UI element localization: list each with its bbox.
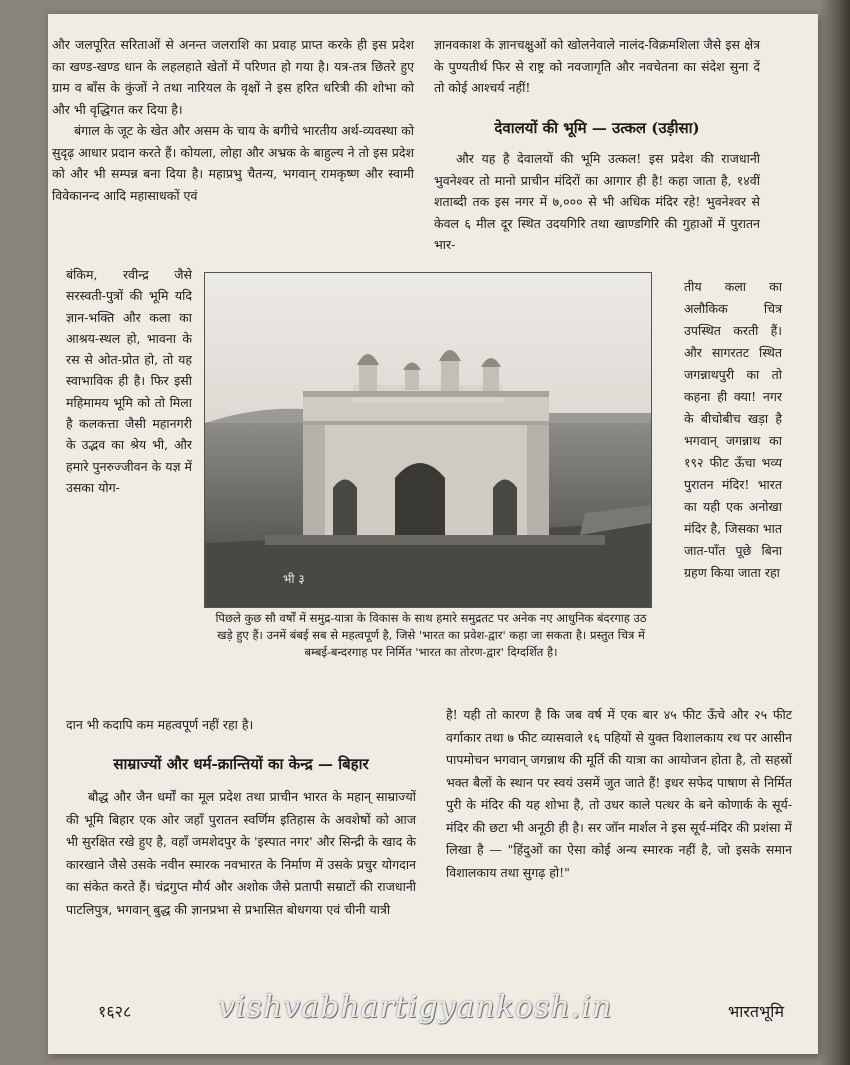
left-column-narrow — [66, 264, 192, 498]
photo-caption: पिछले कुछ सौ वर्षों में समुद्र-यात्रा के विकास के साथ हमारे समुद्रतट पर अनेक नए आधुनिक बंदरगाह उठ खड़े हुए हैं। उनमें बंबई सब से महत्वपूर्ण है, जिसे 'भारत का प्रवेश-द्वार' कहा जा सकता है। प्रस्तुत चित्र में बम्बई-बन्दरगाह पर निर्मित 'भारत का तोरण-द्वार' दिग्दर्शित है। — [215, 611, 647, 659]
right-column-narrow — [684, 276, 782, 584]
left-paragraph-5: बौद्ध और जैन धर्मों का मूल प्रदेश तथा प्राचीन भारत के महान् साम्राज्यों की भूमि बिहार एक ओर जहाँ पुरातन स्वर्णिम इतिहास के अवशेषों को आज भी सुरक्षित रखे हुए है, वहाँ जमशेदपुर के 'इस्पात नगर' और सिन्द्री के खाद के कारखाने जैसे उसके नवीन स्मारक नवभारत के निर्माण में उसके प्रचुर योगदान का संकेत करते हैं। चंद्रगुप्त मौर्य और अशोक जैसे प्रतापी सम्राटों की राजधानी पाटलिपुत्र, भगवान् बुद्ध की ज्ञानप्रभा से प्रभासित बोधगया एवं चीनी यात्री — [66, 789, 416, 917]
gateway-photo-drawing — [205, 273, 651, 607]
running-title: भारतभूमि — [728, 1002, 785, 1021]
right-column-utkal — [434, 148, 760, 256]
right-paragraph-1: ज्ञानवकाश के ज्ञानचक्षुओं को खोलनेवाले नालंद-विक्रमशिला जैसे इस क्षेत्र के पुण्यतीर्थ फिर से राष्ट्र को नवजागृति और नवचेतना का संदेश सुना दें तो कोई आश्चर्य नहीं! — [434, 37, 760, 95]
left-paragraph-4: दान भी कदापि कम महत्वपूर्ण नहीं रहा है। — [66, 717, 254, 732]
photo-tag: भी ३ — [283, 572, 305, 586]
left-paragraph-2: बंगाल के जूट के खेत और असम के चाय के बगीचे भारतीय अर्थ-व्यवस्था को सुदृढ़ आधार प्रदान करते हैं। कोयला, लोहा और अभ्रक के बाहुल्य ने तो इस प्रदेश को और भी सम्पन्न बना दिया है। महाप्रभु चैतन्य, भगवान् रामकृष्ण और स्वामी विवेकानन्द आदि महासाधकों एवं — [52, 123, 414, 203]
right-paragraph-2: और यह है देवालयों की भूमि उत्कल! इस प्रदेश की राजधानी भुवनेश्वर तो मानो प्राचीन मंदिरों का आगार ही है! कहा जाता है, १४वीं शताब्दी तक इस नगर में ७,००० से भी अधिक मंदिर रहे! भुवनेश्वर से केवल ६ मील दूर स्थित उदयगिरि तथा खाण्डगिरि की गुहाओं में पुरातन भार- — [434, 151, 760, 252]
right-column-bottom — [446, 704, 792, 884]
book-page — [48, 14, 818, 1054]
book-binding — [818, 0, 850, 1065]
left-column-top — [52, 34, 414, 206]
page-number: १६२८ — [98, 1002, 132, 1021]
gateway-of-india-photo — [204, 272, 652, 608]
site-watermark: vishvabhartigyankosh.in — [218, 990, 613, 1025]
right-paragraph-4: है! यही तो कारण है कि जब वर्ष में एक बार ४५ फीट ऊँचे और २५ फीट वर्गाकार तथा ७ फीट व्यासवाले १६ पहियों से युक्त विशालकाय रथ पर आसीन पापमोचन भगवान् जगन्नाथ की मूर्ति की यात्रा का आयोजन होता है, तो सहस्रों भक्त बैलों के स्थान पर स्वयं उसमें जुत जाते हैं! इधर सफेद पाषाण से निर्मित पुरी के मंदिर की यह शोभा है, तो उधर काले पत्थर के बने कोणार्क के सूर्य-मंदिर की छटा भी अनूठी ही है। सर जॉन मार्शल ने इस सूर्य-मंदिर की प्रशंसा में लिखा है — "हिंदुओं का ऐसा कोई अन्य स्मारक नहीं है, जो इसके समान विशालकाय तथा सुगढ़ हो!" — [446, 707, 792, 880]
section-heading-bihar: साम्राज्यों और धर्म-क्रान्तियों का केन्द्र — बिहार — [113, 755, 369, 773]
section-heading-utkal: देवालयों की भूमि — उत्कल (उड़ीसा) — [494, 119, 700, 137]
right-column-top — [434, 34, 760, 99]
left-column-full-end — [66, 714, 406, 736]
left-paragraph-3: बंकिम, रवीन्द्र जैसे सरस्वती-पुत्रों की भूमि यदि ज्ञान-भक्ति और कला का आश्रय-स्थल हो, भावना के रस से ओत-प्रोत हो, तो यह स्वाभाविक ही है। फिर इसी महिमामय भूमि को तो मिला है कलकत्ता जैसी महानगरी के उद्भव का श्रेय भी, और हमारे पुनरुज्जीवन के यज्ञ में उसका योग- — [66, 267, 192, 495]
right-paragraph-3: तीय कला का अलौकिक चित्र उपस्थित करती हैं। और सागरतट स्थित जगन्नाथपुरी का तो कहना ही क्या! नगर के बीचोबीच खड़ा है भगवान् जगन्नाथ का १९२ फीट ऊँचा भव्य पुरातन मंदिर! भारत का यही एक अनोखा मंदिर है, जिसका भात जात-पाँत पूछे बिना ग्रहण किया जाता रहा — [684, 279, 782, 580]
left-paragraph-1: और जलपूरित सरिताओं से अनन्त जलराशि का प्रवाह प्राप्त करके ही इस प्रदेश का खण्ड-खण्ड धान के लहलहाते खेतों में परिणत हो गया है। यत्र-तत्र छितरे हुए ग्राम व बाँस के कुंजों ने तथा नारियल के वृक्षों ने इस हरित धरित्री की शोभा को और भी वृद्धिगत कर दिया है। — [52, 37, 414, 117]
left-column-bottom — [66, 786, 416, 921]
